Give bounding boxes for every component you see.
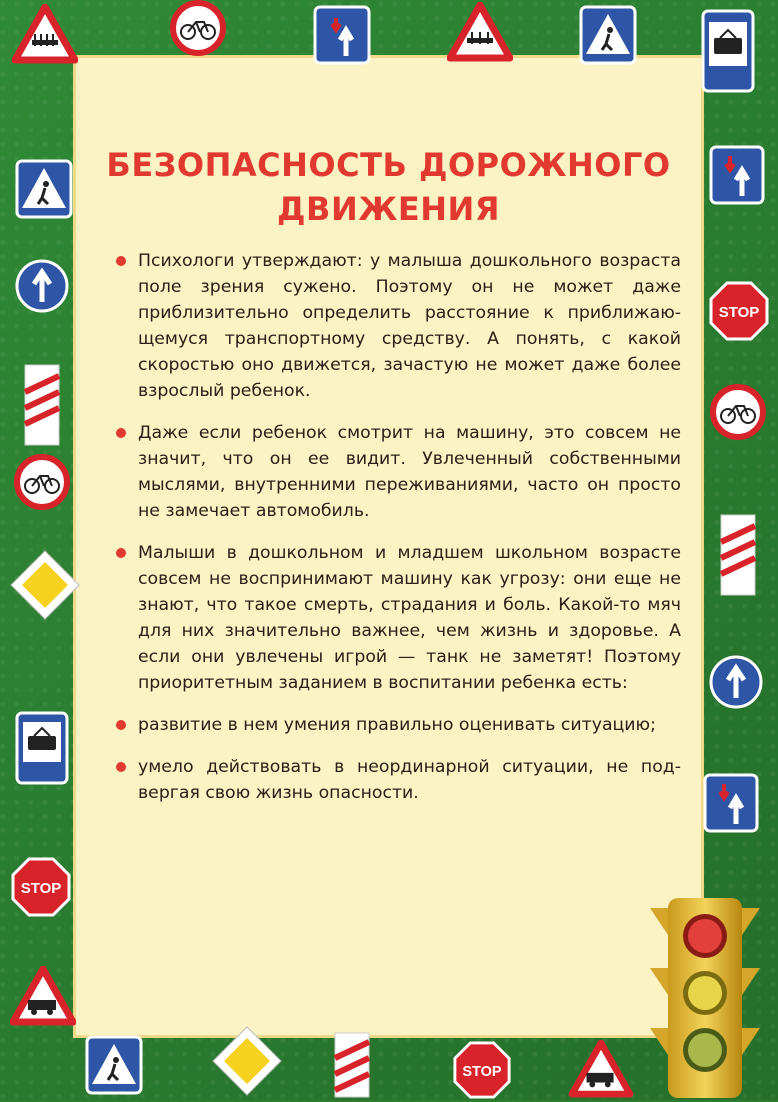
pedestrian-crossing-icon	[578, 4, 638, 66]
paragraph-text: развитие в нем умения правильно оценивать ситуацию;	[138, 715, 656, 735]
bullet-icon	[116, 428, 126, 438]
tram-stop-icon	[700, 8, 756, 94]
list-item	[116, 420, 681, 524]
traffic-light-icon	[650, 898, 760, 1102]
bullet-icon	[116, 720, 126, 730]
text-panel	[73, 55, 704, 1038]
page-title	[76, 143, 701, 231]
stop-sign-icon	[452, 1040, 512, 1100]
list-item	[116, 540, 681, 696]
one-way-icon	[708, 144, 766, 206]
railway-crossing-icon	[12, 4, 78, 64]
no-bicycles-icon	[168, 0, 228, 56]
one-way-icon	[312, 4, 372, 66]
paragraph-text: Малыши в дошкольном и младшем школьном возрасте совсем не воспринимают машину как угрозу: они еще не знают, что такое смерть, страдания и боль. Какой-то мяч для них значительно важнее, чем жизнь и здоровье. А если они увлечены игрой — танк не заметят! Поэтому приоритетным заданием в воспитании ребенка есть:	[138, 543, 681, 693]
no-bicycles-icon	[12, 454, 72, 510]
priority-road-icon	[210, 1024, 284, 1098]
distance-marker-icon	[718, 512, 758, 598]
stop-label: STOP	[462, 1063, 502, 1080]
priority-road-icon	[8, 548, 82, 622]
tram-stop-icon	[14, 710, 70, 786]
railway-crossing-icon	[568, 1040, 634, 1098]
stop-label: STOP	[718, 304, 760, 321]
stop-sign-icon	[10, 856, 72, 918]
bullet-icon	[116, 548, 126, 558]
title-line-1: БЕЗОПАСНОСТЬ ДОРОЖНОГО	[106, 146, 671, 184]
bullet-icon	[116, 762, 126, 772]
paragraph-text: умело действовать в неординарной ситуации, не подвергая свою жизнь опасности.	[138, 757, 681, 803]
stop-label: STOP	[20, 880, 62, 897]
one-way-icon	[702, 772, 760, 834]
no-bicycles-icon	[708, 384, 768, 440]
list-item	[116, 248, 681, 404]
title-line-2: ДВИЖЕНИЯ	[277, 190, 500, 228]
list-item	[116, 754, 681, 806]
list-item	[116, 712, 681, 738]
distance-marker-icon	[332, 1030, 372, 1098]
ahead-only-icon	[14, 258, 70, 314]
paragraph-text: Даже если ребенок смотрит на машину, это совсем не значит, что он ее видит. Увлеченный собственными мыслями, внутренними переживаниями, часто он просто не замечает автомобиль.	[138, 423, 681, 521]
pedestrian-crossing-icon	[84, 1034, 144, 1096]
railway-crossing-icon	[447, 2, 513, 62]
pedestrian-crossing-icon	[14, 158, 74, 220]
distance-marker-icon	[22, 362, 62, 448]
paragraph-list	[116, 248, 681, 822]
ahead-only-icon	[708, 654, 764, 710]
stop-sign-icon	[708, 280, 770, 342]
paragraph-text: Психологи утверждают: у малыша дошкольного возраста поле зрения сужено. Поэтому он не может даже приблизительно определить расстояние к приближающемуся транспортному средству. А понять, с какой скоростью оно движется, зачастую не может даже более взрослый ребенок.	[138, 251, 681, 401]
railway-crossing-icon	[10, 966, 76, 1026]
bullet-icon	[116, 256, 126, 266]
